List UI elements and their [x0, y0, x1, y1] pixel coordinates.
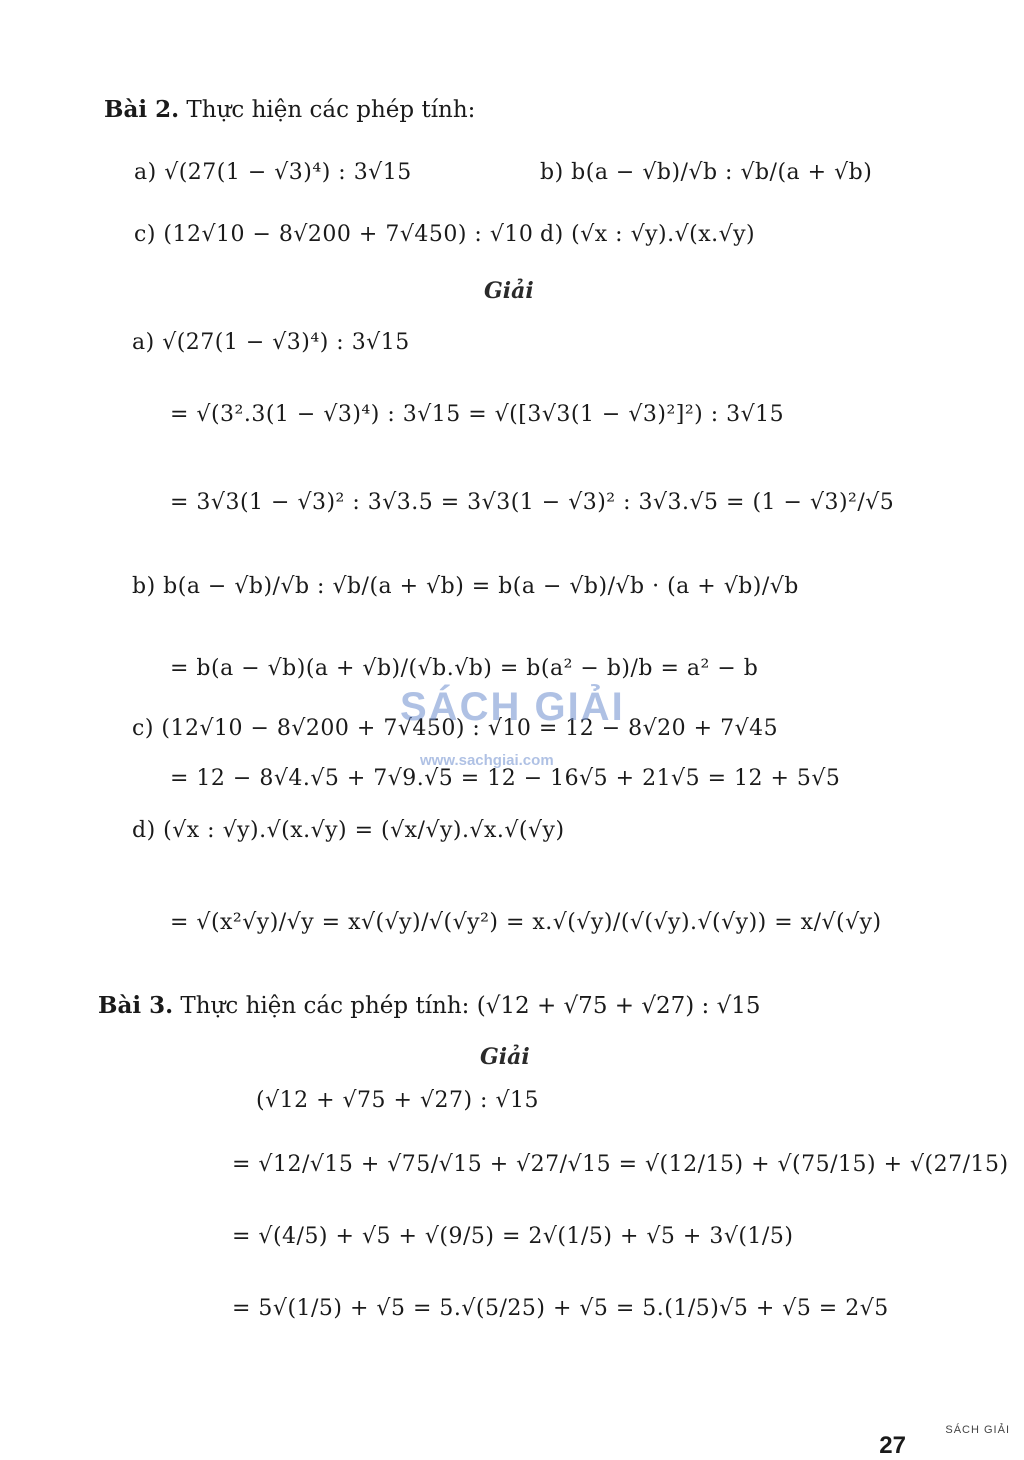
bai3-title	[98, 992, 761, 1021]
bai3-giai-heading: Giải	[480, 1044, 530, 1070]
bai3-title-bold: Bài 3.	[98, 992, 174, 1019]
bai2-sol-a-line1: a) √(27(1 − √3)⁴) : 3√15	[132, 330, 410, 355]
bai2-problem-c: c) (12√10 − 8√200 + 7√450) : √10	[134, 222, 534, 247]
bai2-sol-b-line1: b) b(a − √b)/√b : √b/(a + √b) = b(a − √b)/√b · (a + √b)/√b	[132, 574, 799, 599]
bai3-sol-line2: = √12/√15 + √75/√15 + √27/√15 = √(12/15) + √(75/15) + √(27/15)	[232, 1152, 1009, 1177]
bai2-sol-c-line2: = 12 − 8√4.√5 + 7√9.√5 = 12 − 16√5 + 21√5 = 12 + 5√5	[170, 766, 841, 791]
bai2-problem-a: a) √(27(1 − √3)⁴) : 3√15	[134, 160, 412, 185]
bai2-sol-a-line2: = √(3².3(1 − √3)⁴) : 3√15 = √([3√3(1 − √3)²]²) : 3√15	[170, 402, 785, 427]
bai3-sol-line1: (√12 + √75 + √27) : √15	[256, 1088, 539, 1113]
page-number: 27	[879, 1432, 906, 1459]
bai2-sol-c-line1: c) (12√10 − 8√200 + 7√450) : √10 = 12 − 8√20 + 7√45	[132, 716, 779, 741]
bai3-sol-line4: = 5√(1/5) + √5 = 5.√(5/25) + √5 = 5.(1/5)√5 + √5 = 2√5	[232, 1296, 889, 1321]
bai2-sol-b-line2: = b(a − √b)(a + √b)/(√b.√b) = b(a² − b)/b = a² − b	[170, 656, 759, 681]
watermark-logo: SÁCH GIẢI	[400, 685, 625, 729]
bai2-sol-d-line1: d) (√x : √y).√(x.√y) = (√x/√y).√x.√(√y)	[132, 818, 565, 843]
bai2-title-text: Thực hiện các phép tính:	[179, 97, 476, 123]
bai2-title-bold: Bài 2.	[104, 96, 180, 123]
bai2-giai-heading: Giải	[484, 278, 534, 304]
brand-logo: SÁCH GIẢI	[945, 1424, 1010, 1436]
bai2-problem-b: b) b(a − √b)/√b : √b/(a + √b)	[540, 160, 873, 185]
bai2-problem-d: d) (√x : √y).√(x.√y)	[540, 222, 756, 247]
bai2-title	[104, 96, 475, 125]
bai3-title-text: Thực hiện các phép tính: (√12 + √75 + √27) : √15	[173, 993, 761, 1019]
bai2-sol-d-line2: = √(x²√y)/√y = x√(√y)/√(√y²) = x.√(√y)/(√(√y).√(√y)) = x/√(√y)	[170, 910, 882, 935]
bai2-sol-a-line3: = 3√3(1 − √3)² : 3√3.5 = 3√3(1 − √3)² : 3√3.√5 = (1 − √3)²/√5	[170, 490, 895, 515]
bai3-sol-line3: = √(4/5) + √5 + √(9/5) = 2√(1/5) + √5 + 3√(1/5)	[232, 1224, 794, 1249]
watermark-url: www.sachgiai.com	[420, 752, 554, 769]
